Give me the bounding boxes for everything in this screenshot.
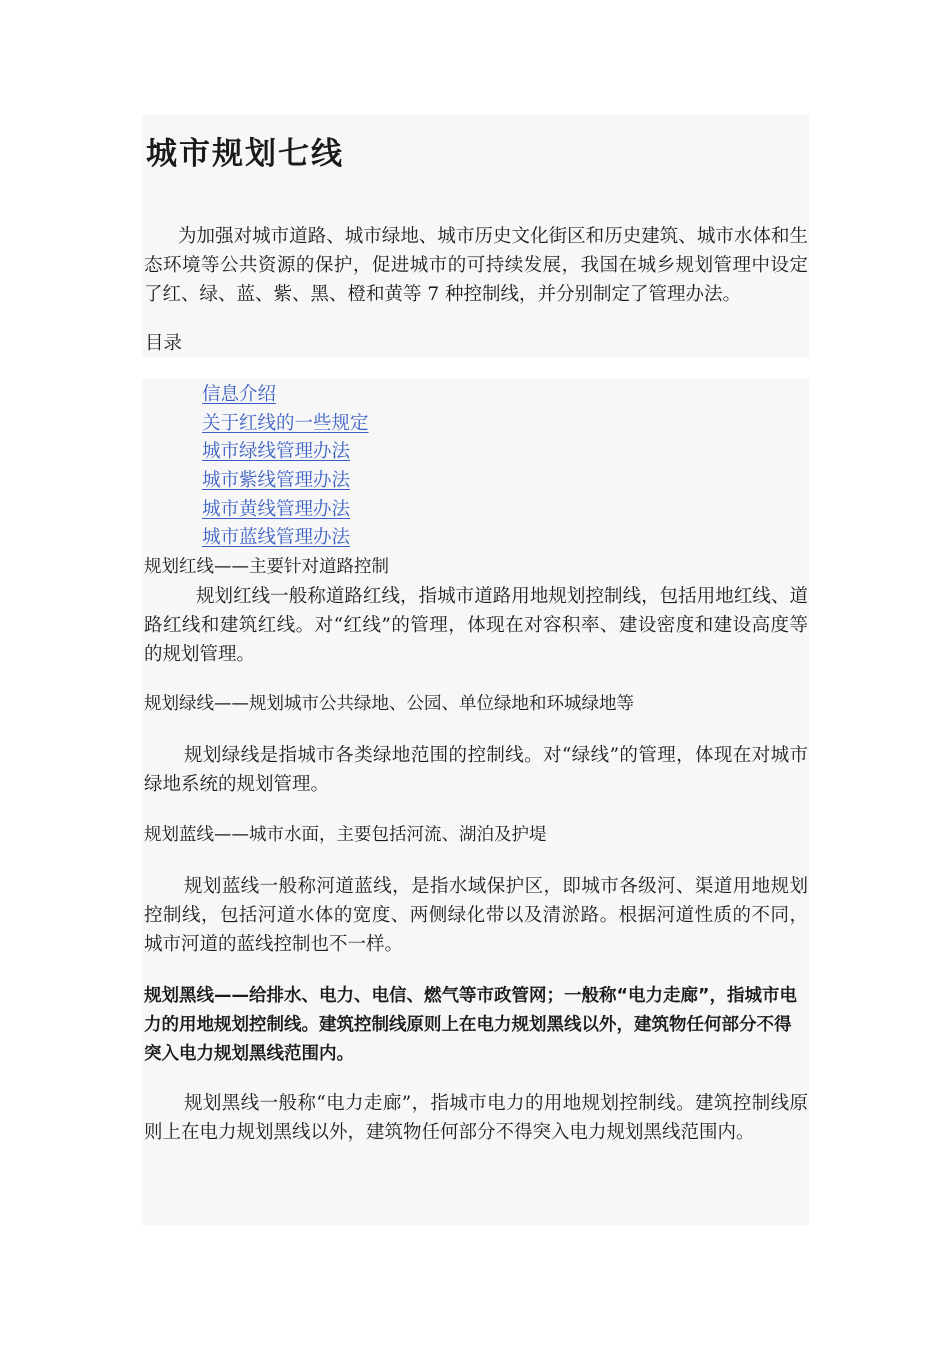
blue-line-heading: 规划蓝线——城市水面，主要包括河流、湖泊及护堤	[144, 825, 547, 845]
toc-link-yellow-line[interactable]: 城市黄线管理办法	[202, 498, 351, 520]
toc-link-red-line-rules[interactable]: 关于红线的一些规定	[202, 412, 369, 434]
toc-item	[202, 467, 369, 496]
black-line-heading: 规划黑线——给排水、电力、电信、燃气等市政管网；一般称“电力走廊”，指城市电力的用地规划控制线。建筑控制线原则上在电力规划黑线以外，建筑物任何部分不得突入电力规划黑线范围内。	[144, 986, 798, 1064]
blue-line-body: 规划蓝线一般称河道蓝线，是指水域保护区，即城市各级河、渠道用地规划控制线，包括河道水体的宽度、两侧绿化带以及清淤路。根据河道性质的不同，城市河道的蓝线控制也不一样。	[144, 876, 808, 955]
green-line-body: 规划绿线是指城市各类绿地范围的控制线。对“绿线”的管理，体现在对城市绿地系统的规划管理。	[144, 745, 808, 795]
black-line-body: 规划黑线一般称“电力走廊”，指城市电力的用地规划控制线。建筑控制线原则上在电力规划黑线以外，建筑物任何部分不得突入电力规划黑线范围内。	[144, 1093, 808, 1143]
green-line-heading: 规划绿线——规划城市公共绿地、公园、单位绿地和环城绿地等	[144, 694, 634, 714]
toc-item	[202, 381, 369, 410]
toc-label: 目录	[145, 333, 183, 354]
toc-item	[202, 438, 369, 467]
toc-link-green-line[interactable]: 城市绿线管理办法	[202, 441, 351, 463]
toc-item	[202, 524, 369, 553]
toc-item	[202, 496, 369, 525]
toc-link-blue-line[interactable]: 城市蓝线管理办法	[202, 527, 351, 549]
red-line-body: 规划红线一般称道路红线，指城市道路用地规划控制线，包括用地红线、道路红线和建筑红线。对“红线”的管理，体现在对容积率、建设密度和建设高度等的规划管理。	[144, 586, 808, 665]
red-line-heading: 规划红线——主要针对道路控制	[144, 557, 389, 577]
toc-link-info[interactable]: 信息介绍	[202, 384, 277, 405]
page-title: 城市规划七线	[146, 136, 344, 172]
intro-paragraph: 为加强对城市道路、城市绿地、城市历史文化街区和历史建筑、城市水体和生态环境等公共资源的保护，促进城市的可持续发展，我国在城乡规划管理中设定了红、绿、蓝、紫、黑、橙和黄等 7 种控制线，并分别制定了管理办法。	[144, 226, 808, 305]
table-of-contents	[202, 381, 369, 553]
toc-link-purple-line[interactable]: 城市紫线管理办法	[202, 470, 351, 492]
toc-item	[202, 410, 369, 439]
